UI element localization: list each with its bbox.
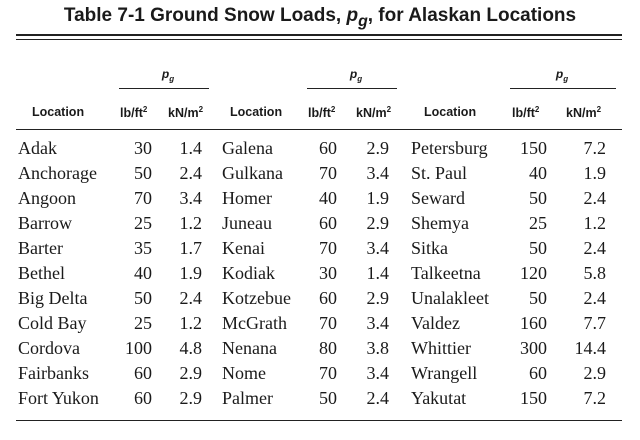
top-rule-thick xyxy=(16,34,622,36)
load-kn: 1.9 xyxy=(583,163,606,183)
load-lb: 60 xyxy=(319,213,337,233)
table-row xyxy=(0,213,640,238)
load-lb: 50 xyxy=(529,238,547,258)
load-lb: 150 xyxy=(520,388,547,408)
location-name: Galena xyxy=(222,138,273,158)
location-name: Talkeetna xyxy=(411,263,481,283)
location-name: Cordova xyxy=(18,338,80,358)
load-kn: 2.9 xyxy=(179,363,202,383)
col-header-location-1: Location xyxy=(32,105,85,119)
load-lb: 60 xyxy=(319,138,337,158)
load-kn: 3.4 xyxy=(179,188,202,208)
location-name: Whittier xyxy=(411,338,471,358)
load-kn: 1.9 xyxy=(366,188,389,208)
table-row xyxy=(0,163,640,188)
title-suffix: , for Alaskan Locations xyxy=(367,5,577,26)
location-name: Sitka xyxy=(411,238,449,258)
location-name: Unalakleet xyxy=(411,288,489,308)
load-lb: 120 xyxy=(520,263,547,283)
load-lb: 70 xyxy=(319,163,337,183)
col-header-location-3: Location xyxy=(424,105,477,119)
location-name: Bethel xyxy=(18,263,65,283)
col-header-lb-1: $lb/ft^2$ xyxy=(120,105,148,120)
pg-underline-3 xyxy=(510,88,616,89)
table-row xyxy=(0,138,640,163)
location-name: Wrangell xyxy=(411,363,478,383)
location-name: Seward xyxy=(411,188,465,208)
load-kn: 7.2 xyxy=(583,138,606,158)
load-kn: 2.9 xyxy=(366,288,389,308)
load-lb: 40 xyxy=(134,263,152,283)
pg-underline-1 xyxy=(119,88,209,89)
load-kn: 2.4 xyxy=(583,238,606,258)
location-name: Juneau xyxy=(222,213,272,233)
table-title xyxy=(0,5,640,31)
load-kn: 2.4 xyxy=(179,288,202,308)
location-name: Kotzebue xyxy=(222,288,291,308)
title-prefix: Table 7-1 Ground Snow Loads, xyxy=(63,5,342,26)
load-lb: 70 xyxy=(319,238,337,258)
load-kn: 2.4 xyxy=(179,163,202,183)
load-kn: 2.4 xyxy=(583,288,606,308)
load-kn: 14.4 xyxy=(574,338,606,358)
load-lb: 25 xyxy=(529,213,547,233)
load-lb: 80 xyxy=(319,338,337,358)
col-header-kn-2: $kN/m^2$ xyxy=(356,105,392,120)
load-kn: 4.8 xyxy=(179,338,202,358)
load-kn: 2.9 xyxy=(583,363,606,383)
location-name: McGrath xyxy=(222,313,287,333)
load-kn: 3.4 xyxy=(366,363,389,383)
load-lb: 25 xyxy=(134,213,152,233)
pg-group-header-3: $p_g$ xyxy=(555,67,569,84)
table-row xyxy=(0,188,640,213)
load-kn: 2.9 xyxy=(366,213,389,233)
title-symbol: p xyxy=(346,5,359,26)
load-kn: 5.8 xyxy=(583,263,606,283)
load-lb: 50 xyxy=(319,388,337,408)
load-kn: 1.2 xyxy=(179,213,202,233)
location-name: Nome xyxy=(222,363,266,383)
location-name: Gulkana xyxy=(222,163,283,183)
location-name: Kenai xyxy=(222,238,265,258)
load-kn: 2.9 xyxy=(366,138,389,158)
table-row xyxy=(0,363,640,388)
location-name: Adak xyxy=(18,138,57,158)
load-lb: 60 xyxy=(134,388,152,408)
load-lb: 25 xyxy=(134,313,152,333)
load-kn: 3.4 xyxy=(366,163,389,183)
location-name: Palmer xyxy=(222,388,273,408)
table-row xyxy=(0,288,640,313)
location-name: Kodiak xyxy=(222,263,275,283)
location-name: Barrow xyxy=(18,213,72,233)
location-name: Valdez xyxy=(411,313,460,333)
load-kn: 2.9 xyxy=(179,388,202,408)
title-subscript: g xyxy=(358,12,368,30)
load-lb: 50 xyxy=(529,188,547,208)
load-lb: 40 xyxy=(529,163,547,183)
load-lb: 160 xyxy=(520,313,547,333)
load-kn: 1.2 xyxy=(583,213,606,233)
location-name: Petersburg xyxy=(411,138,488,158)
col-header-lb-3: $lb/ft^2$ xyxy=(512,105,540,120)
load-lb: 30 xyxy=(134,138,152,158)
load-lb: 40 xyxy=(319,188,337,208)
top-rule-thin xyxy=(16,39,622,40)
load-kn: 7.7 xyxy=(583,313,606,333)
table-row xyxy=(0,338,640,363)
load-kn: 2.4 xyxy=(583,188,606,208)
load-kn: 3.8 xyxy=(366,338,389,358)
load-lb: 60 xyxy=(319,288,337,308)
location-name: Yakutat xyxy=(411,388,467,408)
location-name: Barter xyxy=(18,238,63,258)
pg-group-header-2: $p_g$ xyxy=(349,67,363,84)
load-kn: 3.4 xyxy=(366,313,389,333)
location-name: Fairbanks xyxy=(18,363,89,383)
load-lb: 70 xyxy=(319,313,337,333)
location-name: Shemya xyxy=(411,213,469,233)
load-kn: 1.4 xyxy=(366,263,389,283)
load-kn: 1.9 xyxy=(179,263,202,283)
location-name: Homer xyxy=(222,188,272,208)
load-lb: 150 xyxy=(520,138,547,158)
load-lb: 30 xyxy=(319,263,337,283)
col-header-location-2: Location xyxy=(230,105,283,119)
load-lb: 50 xyxy=(134,288,152,308)
load-kn: 2.4 xyxy=(366,388,389,408)
load-lb: 50 xyxy=(134,163,152,183)
table-row xyxy=(0,388,640,413)
load-lb: 70 xyxy=(319,363,337,383)
load-lb: 50 xyxy=(529,288,547,308)
pg-group-header-1: $p_g$ xyxy=(161,67,175,84)
load-lb: 300 xyxy=(520,338,547,358)
location-name: Big Delta xyxy=(18,288,88,308)
header-rule xyxy=(16,129,622,130)
location-name: Cold Bay xyxy=(18,313,87,333)
load-kn: 3.4 xyxy=(366,238,389,258)
load-lb: 60 xyxy=(529,363,547,383)
load-kn: 7.2 xyxy=(583,388,606,408)
table-row xyxy=(0,263,640,288)
table-body xyxy=(0,138,640,413)
load-kn: 1.2 xyxy=(179,313,202,333)
location-name: St. Paul xyxy=(411,163,468,183)
location-name: Nenana xyxy=(222,338,277,358)
col-header-kn-1: $kN/m^2$ xyxy=(168,105,204,120)
load-lb: 60 xyxy=(134,363,152,383)
table-row xyxy=(0,238,640,263)
load-lb: 35 xyxy=(134,238,152,258)
load-kn: 1.4 xyxy=(179,138,202,158)
load-lb: 70 xyxy=(134,188,152,208)
load-kn: 1.7 xyxy=(179,238,202,258)
pg-underline-2 xyxy=(307,88,397,89)
col-header-kn-3: $kN/m^2$ xyxy=(566,105,602,120)
location-name: Anchorage xyxy=(18,163,97,183)
col-header-lb-2: $lb/ft^2$ xyxy=(308,105,336,120)
table-row xyxy=(0,313,640,338)
bottom-rule xyxy=(16,420,622,421)
location-name: Angoon xyxy=(18,188,76,208)
location-name: Fort Yukon xyxy=(18,388,99,408)
load-lb: 100 xyxy=(125,338,152,358)
